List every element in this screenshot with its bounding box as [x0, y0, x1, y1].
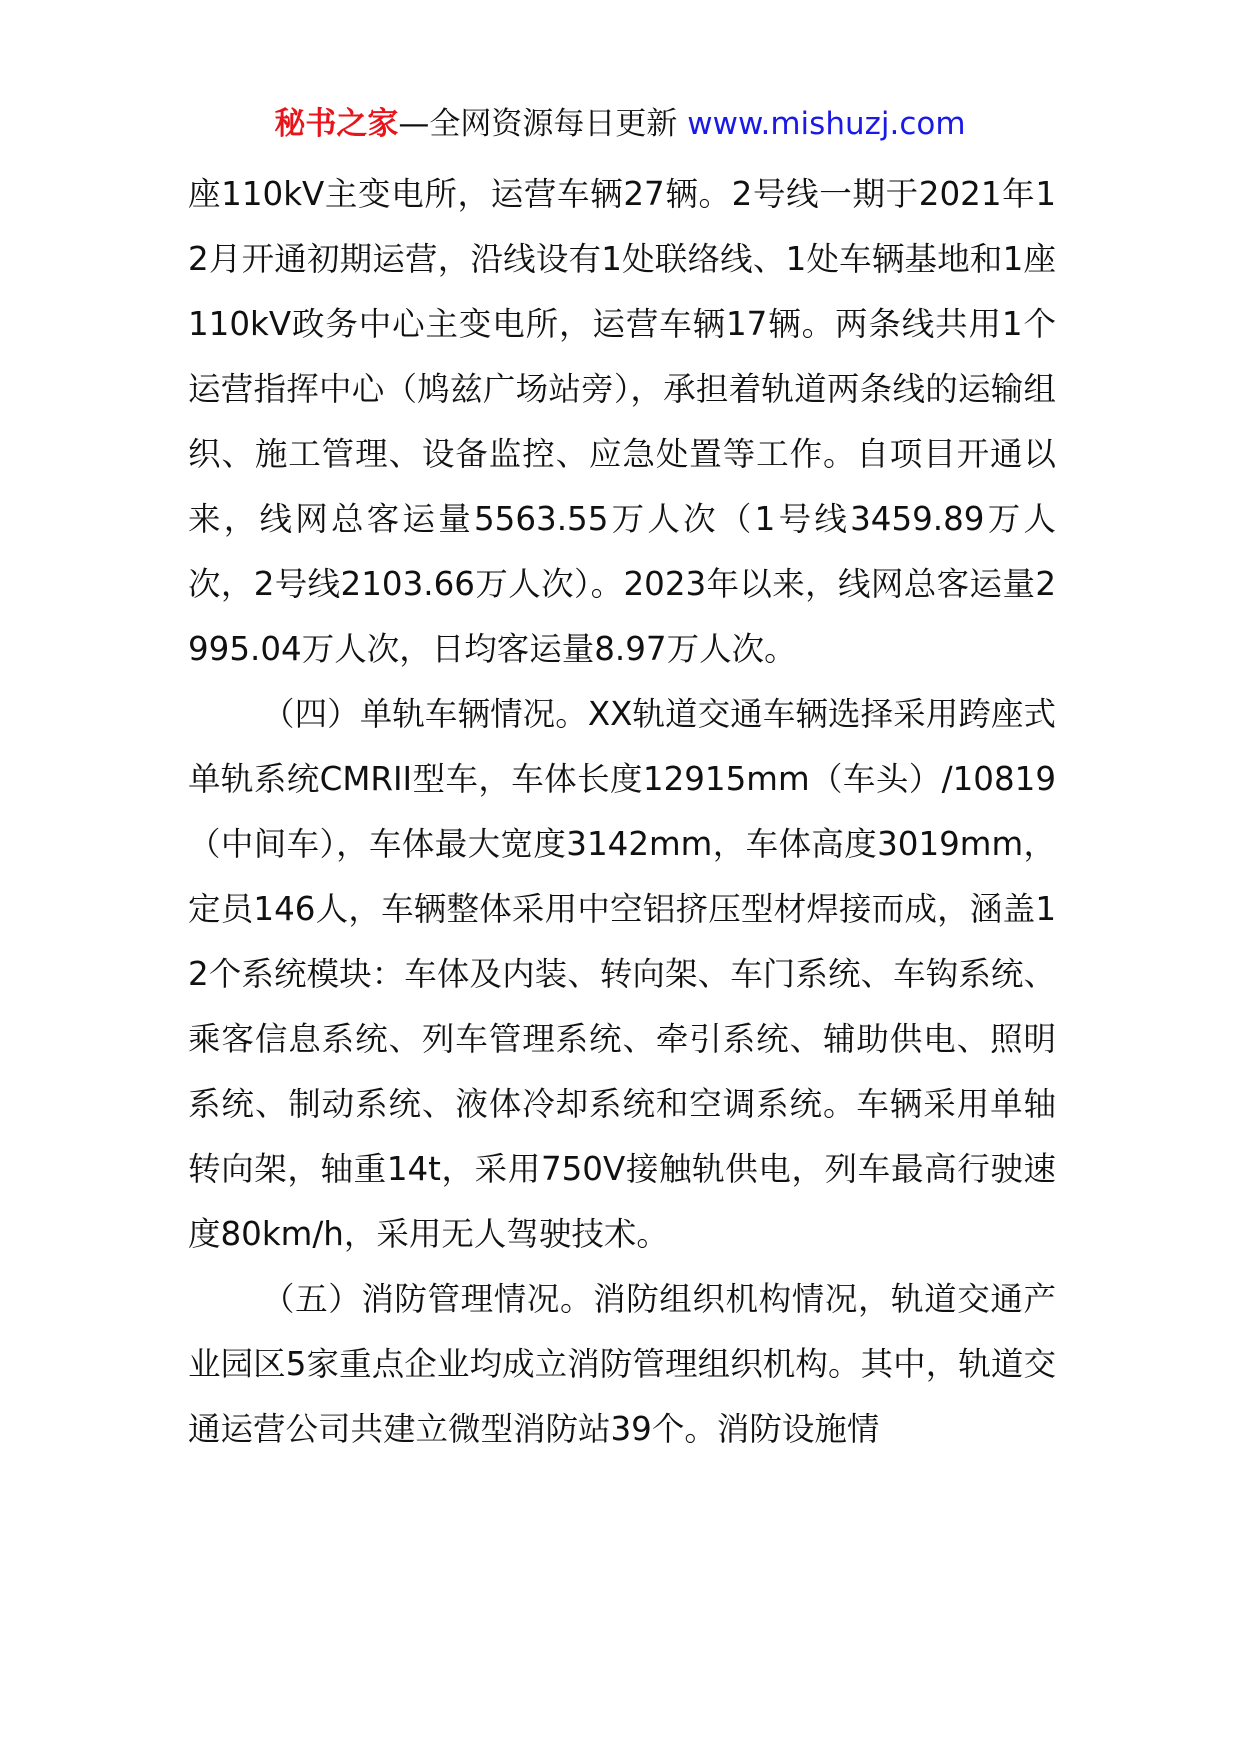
site-brand: 秘书之家	[274, 106, 399, 142]
paragraph-continuation: 座110kV主变电所，运营车辆27辆。2号线一期于2021年12月开通初期运营，沿线设有1处联络线、1处车辆基地和1座110kV政务中心主变电所，运营车辆17辆。两条线共用1个运营指挥中心（鸠兹广场站旁），承担着轨道两条线的运输组织、施工管理、设备监控、应急处置等工作。自项目开通以来，线网总客运量5563.55万人次（1号线3459.89万人次，2号线2103.66万人次）。2023年以来，线网总客运量2995.04万人次，日均客运量8.97万人次。	[188, 175, 1056, 668]
document-body	[188, 162, 1056, 1462]
site-url-link[interactable]: www.mishuzj.com	[687, 106, 966, 142]
site-tagline: —全网资源每日更新	[398, 106, 678, 142]
site-header	[0, 102, 1240, 146]
paragraph-monorail-vehicles: （四）单轨车辆情况。XX轨道交通车辆选择采用跨座式单轨系统CMRII型车，车体长度12915mm（车头）/10819（中间车），车体最大宽度3142mm，车体高度3019mm，定员146人，车辆整体采用中空铝挤压型材焊接而成，涵盖12个系统模块：车体及内装、转向架、车门系统、车钩系统、乘客信息系统、列车管理系统、牵引系统、辅助供电、照明系统、制动系统、液体冷却系统和空调系统。车辆采用单轴转向架，轴重14t，采用750V接触轨供电，列车最高行驶速度80km/h，采用无人驾驶技术。	[188, 695, 1056, 1253]
paragraph-fire-management: （五）消防管理情况。消防组织机构情况，轨道交通产业园区5家重点企业均成立消防管理组织机构。其中，轨道交通运营公司共建立微型消防站39个。消防设施情	[188, 1280, 1056, 1448]
